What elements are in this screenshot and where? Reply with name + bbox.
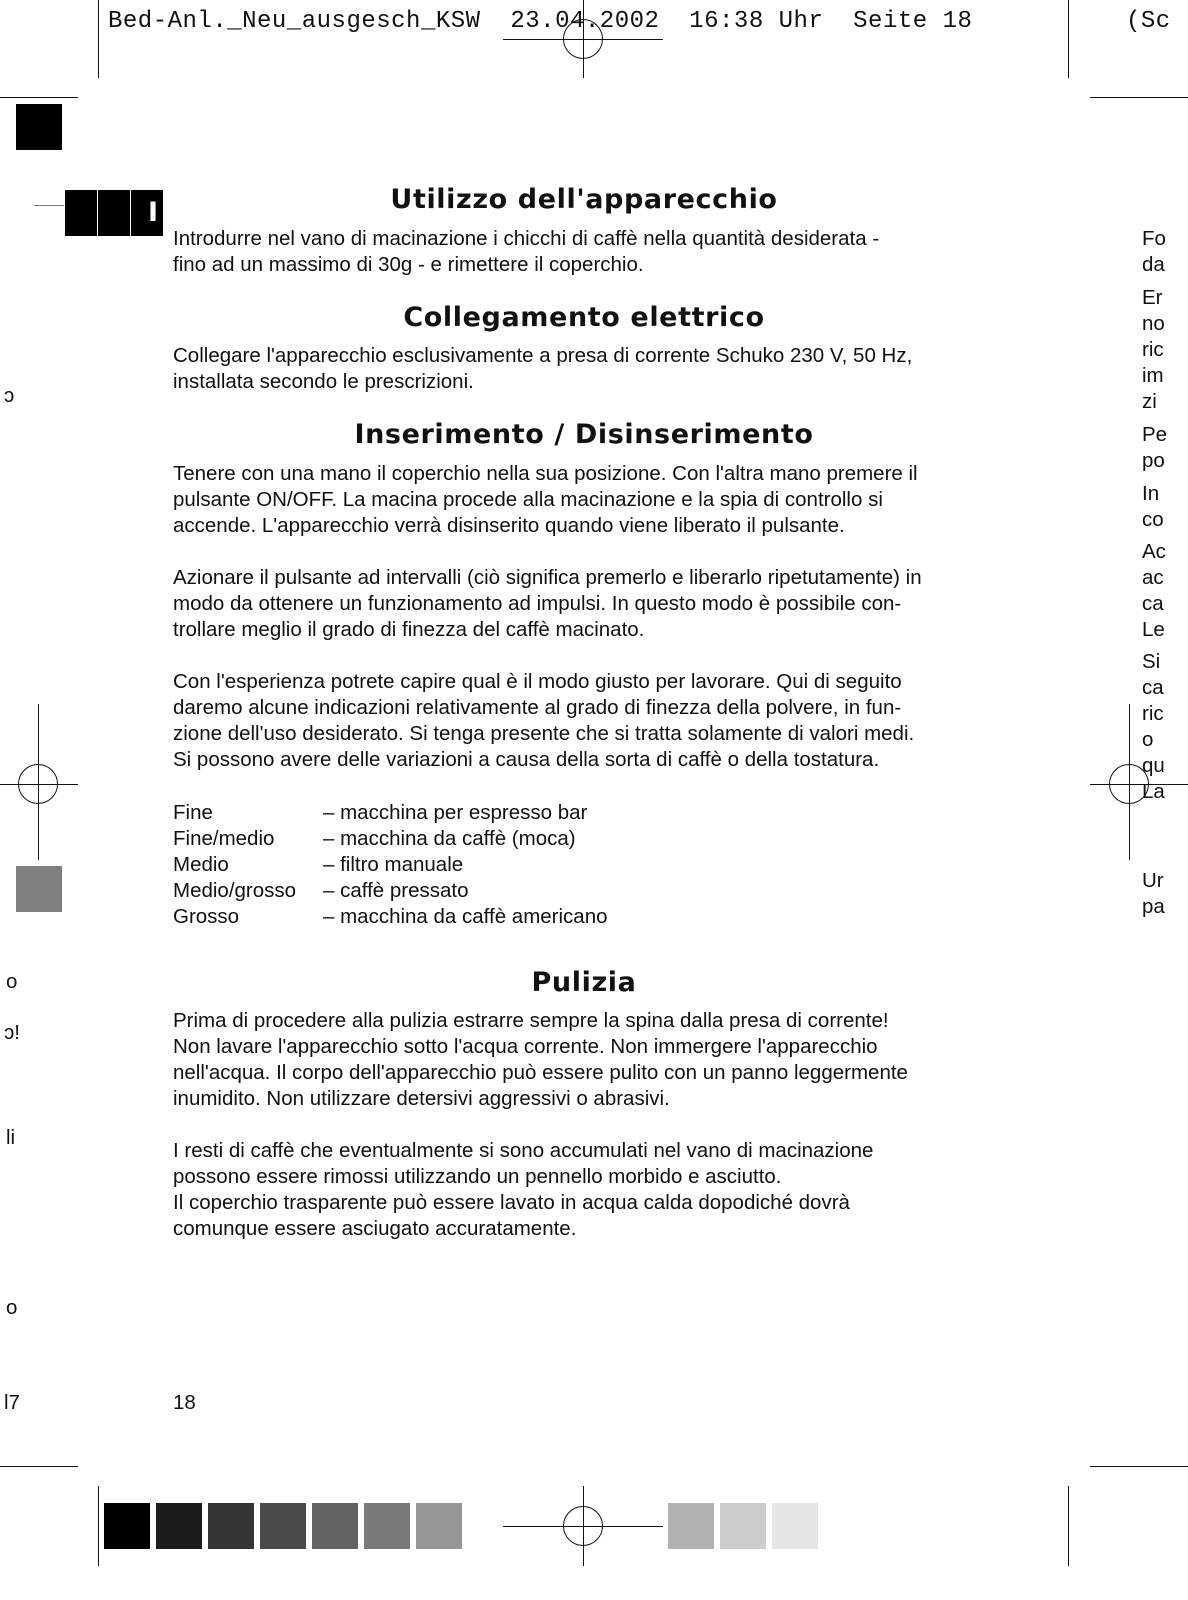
grind-row	[173, 826, 608, 852]
slug-time: 16:38 Uhr	[689, 8, 824, 35]
grind-use: – filtro manuale	[323, 853, 464, 876]
left-margin-fragment: o	[6, 970, 18, 993]
color-swatch	[312, 1503, 358, 1549]
heading-use: Utilizzo dell'apparecchio	[390, 184, 778, 215]
grind-level: Grosso	[173, 905, 240, 928]
right-margin-fragment: In co	[1142, 482, 1164, 531]
color-swatch	[772, 1503, 818, 1549]
left-margin-fragment: l7	[4, 1391, 20, 1414]
grind-table	[173, 800, 608, 930]
left-margin-fragment: o	[6, 1296, 18, 1319]
crop-mark-left-top	[0, 97, 78, 98]
language-tab	[65, 190, 163, 236]
slug-date: 23.04.2002	[510, 8, 660, 35]
registration-block-black	[16, 104, 62, 150]
heading-electric: Collegamento elettrico	[403, 302, 765, 333]
grind-level: Medio	[173, 853, 229, 876]
heading-cleaning: Pulizia	[531, 967, 637, 998]
grind-row	[173, 878, 608, 904]
left-margin-fragment: ɔ	[4, 384, 15, 407]
left-margin-fragment: ɔ!	[4, 1021, 20, 1044]
grind-level: Fine/medio	[173, 827, 275, 850]
crop-mark-left-bottom	[0, 1466, 78, 1467]
crop-mark-bottom-left	[98, 1486, 99, 1566]
left-margin-fragment: li	[6, 1126, 16, 1149]
right-margin-fragment: Ur pa	[1142, 869, 1165, 918]
crop-mark-bottom-right	[1068, 1486, 1069, 1566]
slug-page: Seite 18	[853, 8, 973, 35]
color-swatch	[208, 1503, 254, 1549]
color-swatch	[720, 1503, 766, 1549]
text-use: Introdurre nel vano di macinazione i chicchi di caffè nella quantità desiderata - fino ad un massimo di 30g - e rimettere il coperchio.	[173, 227, 880, 276]
text-onoff-1: Tenere con una mano il coperchio nella sua posizione. Con l'altra mano premere il pulsante ON/OFF. La macina procede alla macinazione e la spia di controllo si accende. L'apparecchio verrà disinserito quando viene liberato il pulsante.	[173, 462, 918, 537]
text-cleaning-1: Prima di procedere alla pulizia estrarre sempre la spina dalla presa di corrente! Non lavare l'apparecchio sotto l'acqua corrente. Non immergere l'apparecchio nell'acqua. Il corpo dell'apparecchio può essere pulito con un panno leggermente inumidito. Non utilizzare detersivi aggressivi o abrasivi.	[173, 1009, 908, 1110]
grind-row	[173, 904, 608, 930]
color-swatch	[156, 1503, 202, 1549]
crop-mark-top-left	[98, 0, 99, 78]
page-number: 18	[173, 1391, 196, 1414]
grind-row	[173, 852, 608, 878]
text-onoff-3: Con l'esperienza potrete capire qual è il modo giusto per lavorare. Qui di seguito daremo alcune indicazioni relativamente al grado di finezza della polvere, in fun- zione dell'uso desiderato. Si tenga presente che si tratta solamente di valori medi. Si possono avere delle variazioni a causa della sorta di caffè o della tostatura.	[173, 670, 915, 771]
grind-level: Medio/grosso	[173, 879, 297, 902]
grind-use: – macchina da caffè americano	[323, 905, 608, 928]
grind-row	[173, 800, 608, 826]
text-electric: Collegare l'apparecchio esclusivamente a presa di corrente Schuko 230 V, 50 Hz, installata secondo le prescrizioni.	[173, 344, 913, 393]
color-swatch	[104, 1503, 150, 1549]
crop-mark-right-bottom	[1090, 1466, 1188, 1467]
language-tab-label: I	[148, 197, 159, 228]
slug-clipped-next: (Sc	[1126, 8, 1171, 35]
text-cleaning-2: I resti di caffè che eventualmente si sono accumulati nel vano di macinazione possono essere rimossi utilizzando un pennello morbido e asciutto. Il coperchio trasparente può essere lavato in acqua calda dopodiché dovrà comunque essere asciugato accuratamente.	[173, 1139, 874, 1240]
right-margin-fragment: Pe po	[1142, 423, 1168, 472]
print-slug	[108, 8, 972, 35]
color-swatch	[416, 1503, 462, 1549]
right-margin-fragment: Fo da	[1142, 227, 1166, 276]
color-swatch	[668, 1503, 714, 1549]
right-margin-fragment: Ac ac ca Le	[1142, 540, 1166, 641]
registration-block-gray	[16, 866, 62, 912]
slug-filename: Bed-Anl._Neu_ausgesch_KSW	[108, 8, 481, 35]
color-swatch	[260, 1503, 306, 1549]
grind-use: – caffè pressato	[323, 879, 469, 902]
color-swatch	[364, 1503, 410, 1549]
tab-leader	[34, 205, 64, 206]
heading-onoff: Inserimento / Disinserimento	[354, 419, 814, 450]
grind-use: – macchina per espresso bar	[323, 801, 588, 824]
text-onoff-2: Azionare il pulsante ad intervalli (ciò significa premerlo e liberarlo ripetutamente) in modo da ottenere un funzionamento ad impulsi. In questo modo è possibile con- trollare meglio il grado di finezza del caffè macinato.	[173, 566, 922, 641]
crop-mark-right-top	[1090, 97, 1188, 98]
grind-level: Fine	[173, 801, 213, 824]
grind-use: – macchina da caffè (moca)	[323, 827, 576, 850]
right-margin-fragment: Er no ric im zi	[1142, 286, 1165, 413]
right-margin-fragment: Si ca ric o qu La	[1142, 650, 1165, 803]
crop-mark-top-right	[1068, 0, 1069, 78]
